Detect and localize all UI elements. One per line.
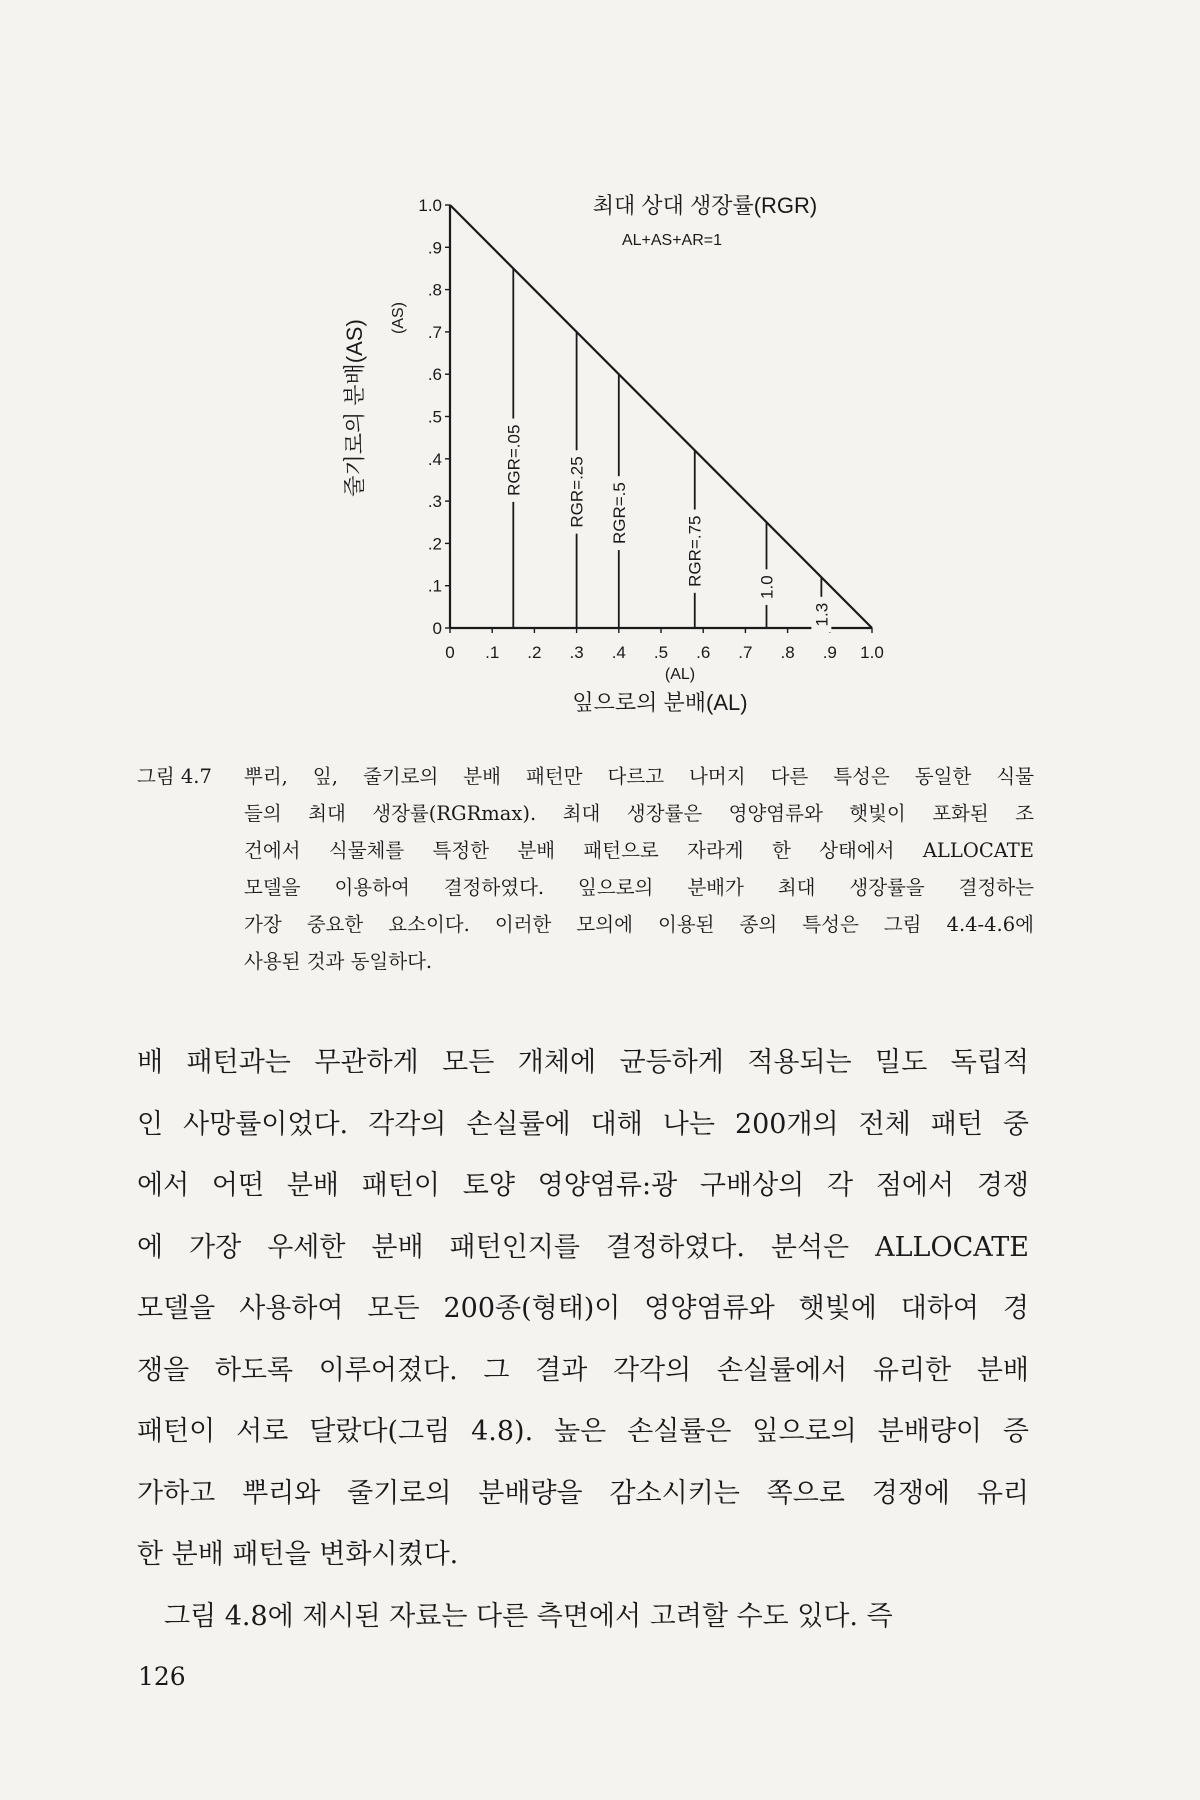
y-tick-label: .5 [427,407,442,427]
y-tick-label: .2 [427,534,442,554]
x-tick-label: .4 [611,643,626,662]
y-tick-label: 1.0 [418,196,442,215]
body-line: 에 가장 우세한 분배 패턴인지를 결정하였다. 분석은 ALLOCATE [137,1231,1029,1263]
y-tick-label: .8 [427,280,442,300]
caption-line: 건에서 식물체를 특정한 분배 패턴으로 자라게 한 상태에서 ALLOCATE [244,839,1034,862]
x-axis-label: 잎으로의 분배(AL) [572,690,748,715]
body-line: 한 분배 패턴을 변화시켰다. [137,1539,459,1570]
x-tick-label: .5 [653,643,669,662]
chart-ticks [418,196,883,662]
y-tick-label: .6 [427,365,442,385]
y-tick-label: .1 [427,576,442,596]
rgr-label: RGR=.25 [567,456,587,528]
allocation-chart [0,0,1200,740]
body-line: 에서 어떤 분배 패턴이 토양 영양염류:광 구배상의 각 점에서 경쟁 [137,1170,1029,1201]
body-line: 쟁을 하도록 이루어졌다. 그 결과 각각의 손실률에서 유리한 분배 [137,1354,1029,1386]
x-tick-label: .3 [569,643,584,662]
rgr-label: 1.3 [812,602,832,627]
x-tick-label: .6 [696,643,711,662]
body-line: 인 사망률이었다. 각각의 손실률에 대해 나는 200개의 전체 패턴 중 [137,1108,1029,1140]
y-tick-label: .9 [427,238,442,258]
body-line: 가하고 뿌리와 줄기로의 분배량을 감소시키는 쪽으로 경쟁에 유리 [137,1477,1029,1509]
caption-line: 가장 중요한 요소이다. 이러한 모의에 이용된 종의 특성은 그림 4.4-4.6에 [244,913,1034,936]
caption-line: 뿌리, 잎, 줄기로의 분배 패턴만 다르고 나머지 다른 특성은 동일한 식물 [244,765,1034,788]
x-tick-label: 0 [445,643,455,662]
body-line: 모델을 사용하여 모든 200종(형태)이 영양염류와 햇빛에 대하여 경 [137,1293,1029,1324]
body-line: 패턴이 서로 달랐다(그림 4.8). 높은 손실률은 잎으로의 분배량이 증 [137,1416,1029,1447]
body-line: 그림 4.8에 제시된 자료는 다른 측면에서 고려할 수도 있다. 즉 [164,1600,893,1632]
caption-line: 들의 최대 생장률(RGRmax). 최대 생장률은 영양염류와 햇빛이 포화된 조 [244,802,1034,825]
x-tick-label: .1 [485,643,500,662]
page-number: 126 [138,1662,186,1691]
x-axis-label-small: (AL) [664,666,696,683]
caption-label: 그림 4.7 [137,765,212,788]
y-axis-label-small: (AS) [390,302,407,334]
caption-line: 모델을 이용하여 결정하였다. 잎으로의 분배가 최대 생장률을 결정하는 [244,876,1034,899]
rgr-label: RGR=.5 [609,482,629,545]
caption-text [244,758,1034,980]
rgr-label: RGR=.75 [685,515,705,587]
chart-subtitle: AL+AS+AR=1 [621,232,723,249]
y-tick-label: .3 [427,492,442,512]
y-tick-label: .7 [427,322,442,342]
x-tick-label: .8 [780,643,795,662]
chart-marks [450,205,872,632]
body-paragraphs [137,1032,1029,1647]
rgr-label: 1.0 [757,575,777,599]
y-tick-label: .4 [427,449,442,469]
x-tick-label: 1.0 [860,643,884,662]
x-tick-label: .9 [822,643,837,662]
x-tick-label: .2 [527,643,542,662]
rgr-label: RGR=.05 [504,424,524,496]
y-tick-label: 0 [432,619,442,638]
x-tick-label: .7 [738,643,753,662]
y-axis-label: 줄기로의 분배(AS) [342,319,367,497]
caption-line: 사용된 것과 동일하다. [244,950,433,973]
chart-title: 최대 상대 생장률(RGR) [592,193,818,218]
body-line: 배 패턴과는 무관하게 모든 개체에 균등하게 적용되는 밀도 독립적 [137,1047,1029,1078]
